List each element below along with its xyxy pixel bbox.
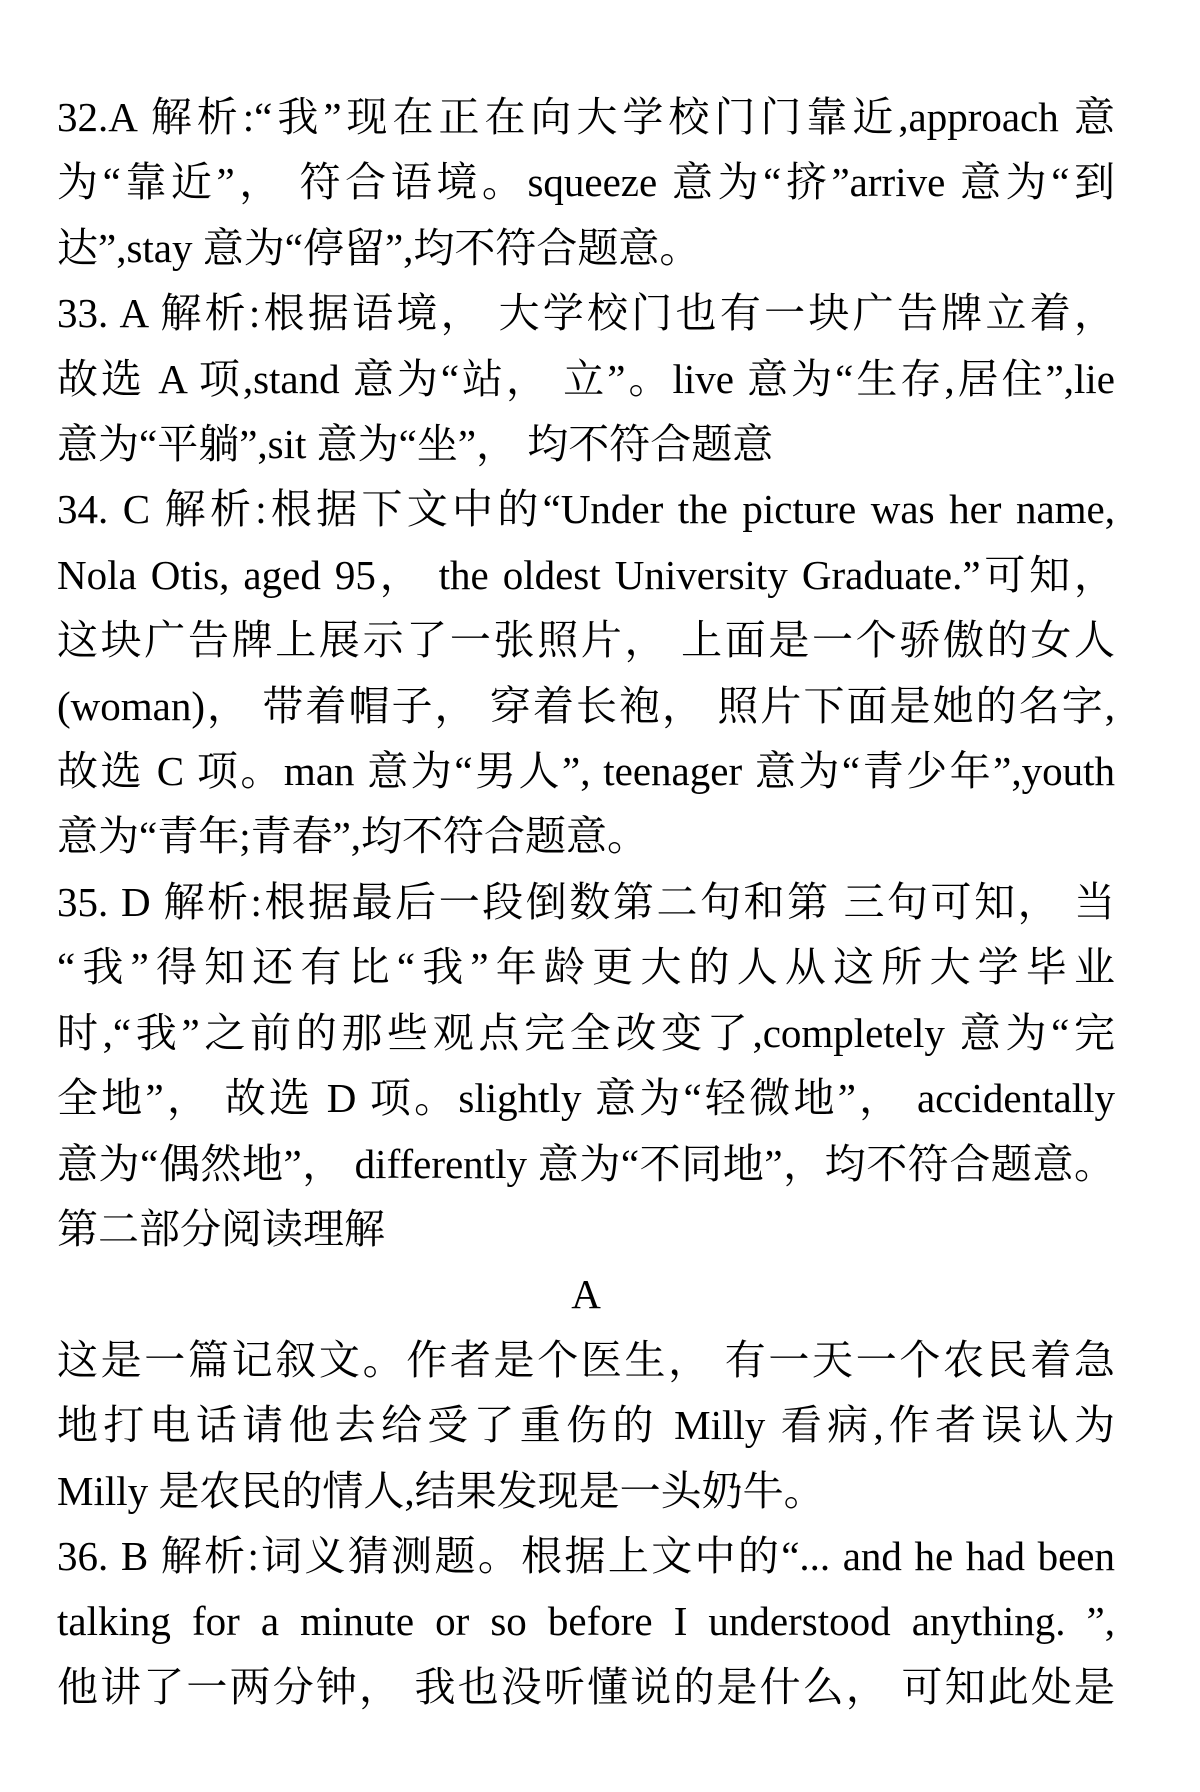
answer-34-line: 意为“青年;青春”,均不符合题意。 bbox=[57, 813, 649, 860]
section-heading-reading: 第二部分阅读理解 bbox=[57, 1205, 385, 1252]
answer-34-line: 34. C 解析:根据下文中的“Under the picture was her name, bbox=[57, 486, 1115, 533]
answer-33-line: 33. A 解析:根据语境， 大学校门也有一块广告牌立着， bbox=[57, 290, 1115, 337]
answer-34-line: 这块广告牌上展示了一张照片， 上面是一个骄傲的女人 bbox=[57, 617, 1115, 664]
answer-33-line: 意为“平躺”,sit 意为“坐”， 均不符合题意 bbox=[57, 421, 774, 468]
answer-36-line: 他讲了一两分钟， 我也没听懂说的是什么， 可知此处是 bbox=[57, 1663, 1115, 1710]
answer-34-line: (woman)， 带着帽子， 穿着长袍， 照片下面是她的名字, bbox=[57, 682, 1115, 729]
answer-36-line: talking for a minute or so before I understood anything. ”, bbox=[57, 1598, 1115, 1645]
answer-34-line: 故选 C 项。man 意为“男人”, teenager 意为“青少年”,youth bbox=[57, 748, 1115, 795]
answer-33-line: 故选 A 项,stand 意为“站， 立”。live 意为“生存,居住”,lie bbox=[57, 355, 1115, 402]
answer-32-line: 32.A 解析:“我”现在正在向大学校门门靠近,approach 意 bbox=[57, 94, 1115, 140]
passage-summary-line: 这是一篇记叙文。作者是个医生， 有一天一个农民着急 bbox=[57, 1336, 1115, 1383]
passage-label-a: A bbox=[571, 1271, 601, 1318]
answer-36-line: 36. B 解析:词义猜测题。根据上文中的“... and he had been bbox=[57, 1532, 1115, 1579]
answer-35-line: 35. D 解析:根据最后一段倒数第二句和第 三句可知， 当 bbox=[57, 878, 1115, 925]
answer-35-line: “我”得知还有比“我”年龄更大的人从这所大学毕业 bbox=[57, 944, 1115, 991]
answer-32-line: 达”,stay 意为“停留”,均不符合题意。 bbox=[57, 224, 701, 271]
answer-35-line: 全地”， 故选 D 项。slightly 意为“轻微地”， accidentally bbox=[57, 1075, 1115, 1122]
passage-summary-line: Milly 是农民的情人,结果发现是一头奶牛。 bbox=[57, 1467, 825, 1514]
answer-32-line: 为“靠近”， 符合语境。squeeze 意为“挤”arrive 意为“到 bbox=[57, 159, 1115, 206]
answer-34-line: Nola Otis, aged 95， the oldest University Graduate.”可知， bbox=[57, 551, 1115, 598]
answer-35-line: 时,“我”之前的那些观点完全改变了,completely 意为“完 bbox=[57, 1009, 1115, 1056]
answer-35-line: 意为“偶然地”， differently 意为“不同地”，均不符合题意。 bbox=[57, 1140, 1115, 1187]
passage-summary-line: 地打电话请他去给受了重伤的 Milly 看病,作者误认为 bbox=[57, 1402, 1115, 1449]
